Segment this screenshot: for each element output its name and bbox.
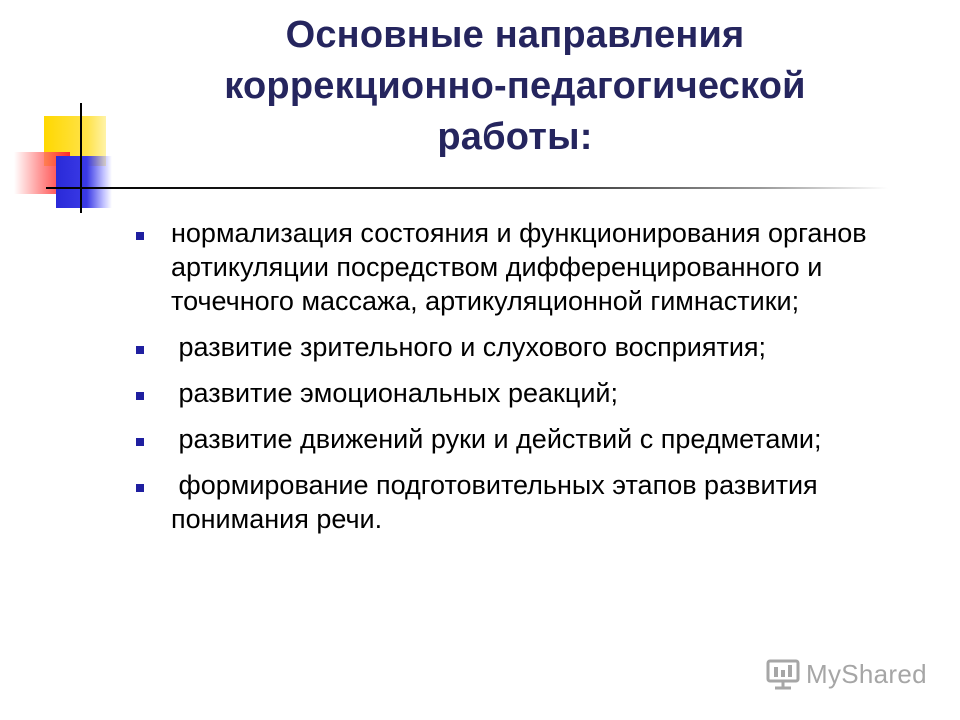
myshared-watermark[interactable] [766, 656, 927, 692]
decoration-vertical-line [80, 103, 82, 213]
slide-title-line-1: Основные направления [285, 14, 745, 56]
square-bullet-icon [136, 232, 144, 240]
square-bullet-icon [136, 392, 144, 400]
bullet-item [136, 422, 926, 456]
square-bullet-icon [136, 438, 144, 446]
square-bullet-icon [136, 484, 144, 492]
decoration-yellow-square [44, 116, 106, 166]
bullet-item [136, 376, 926, 410]
bullet-item [136, 216, 926, 318]
bullet-text: развитие эмоциональных реакций; [178, 378, 618, 408]
presentation-board-icon [766, 658, 800, 690]
bullet-list [136, 216, 926, 548]
watermark-text: MyShared [806, 658, 927, 689]
bullet-text: развитие движений руки и действий с предметами; [178, 424, 822, 454]
bullet-item [136, 330, 926, 364]
bullet-lead-space [171, 332, 179, 362]
bullet-lead-space [171, 424, 179, 454]
slide-title-line-3: работы: [437, 116, 593, 158]
title-divider-line [46, 187, 888, 189]
decoration-red-square [14, 152, 70, 194]
bullet-lead-space [171, 470, 179, 500]
bullet-text: нормализация состояния и функционирования органов артикуляции посредством дифференцированного и точечного массажа, артикуляционной гимнастики; [171, 218, 867, 316]
bullet-lead-space [171, 378, 179, 408]
bullet-text: развитие зрительного и слухового восприятия; [178, 332, 767, 362]
slide-title [130, 10, 900, 163]
bullet-text: формирование подготовительных этапов развития понимания речи. [171, 470, 818, 534]
slide-title-line-2: коррекционно-педагогической [224, 65, 806, 107]
bullet-item [136, 468, 926, 536]
decoration-blue-square [56, 156, 112, 208]
square-bullet-icon [136, 346, 144, 354]
